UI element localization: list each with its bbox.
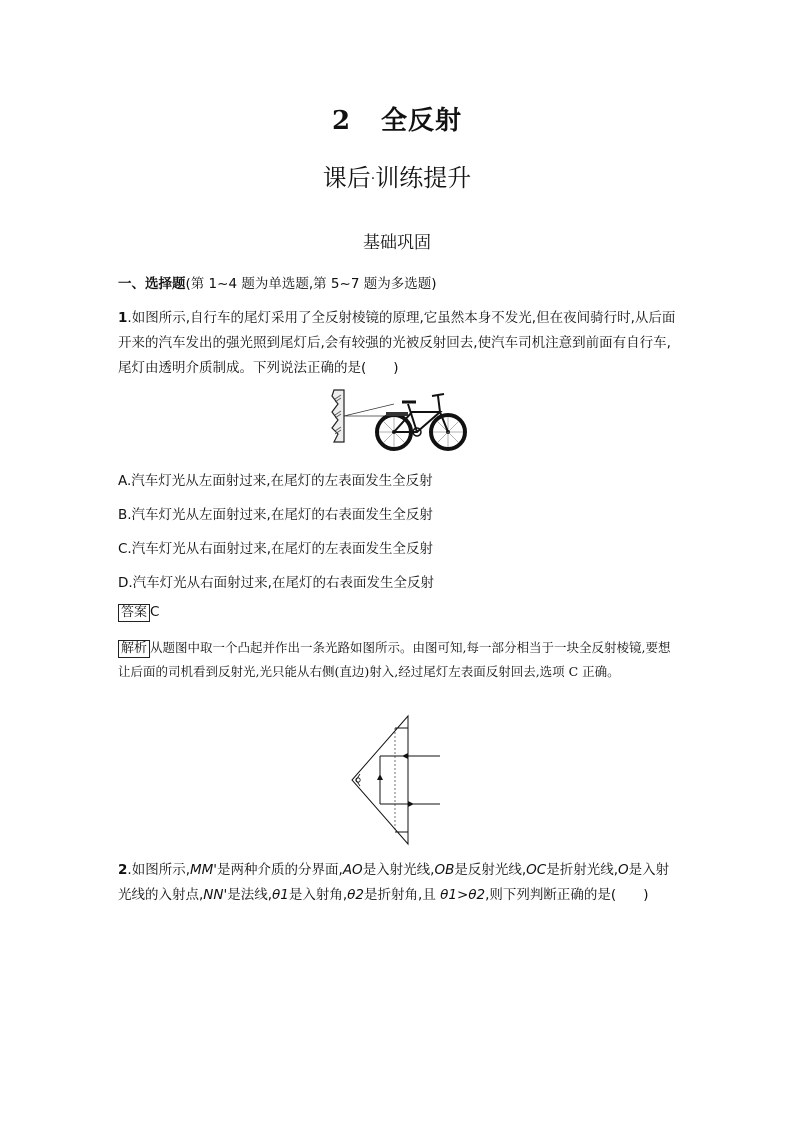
question-2-stem: [118, 858, 678, 908]
q2-var-o: O: [618, 862, 629, 878]
level-heading: 基础巩固: [363, 233, 431, 253]
q2-var-ob: OB: [434, 862, 455, 878]
question-1-option-c[interactable]: C.汽车灯光从右面射过来,在尾灯的左表面发生全反射: [118, 541, 434, 557]
answer-value: C: [150, 604, 160, 620]
explanation-text: 从题图中取一个凸起并作出一条光路如图所示。由图可知,每一部分相当于一块全反射棱镜,要想让后面的司机看到反射光,光只能从右侧(直边)射入,经过尾灯左表面反射回去,选项 C 正确。: [118, 640, 671, 679]
question-1-option-b[interactable]: B.汽车灯光从左面射过来,在尾灯的右表面发生全反射: [118, 507, 433, 523]
q2-var-theta1: θ1: [272, 887, 289, 903]
q2-var-theta2: θ2: [347, 887, 365, 903]
answer-tag: 答案: [118, 604, 150, 622]
subtitle-part1: 课后: [322, 164, 371, 192]
q2-var-compare: θ1>θ2: [440, 887, 486, 903]
q2-text-2: 是两种介质的分界面,: [217, 862, 343, 878]
q2-text-3: 是入射光线,: [362, 862, 435, 878]
q2-var-mm: MM': [190, 862, 218, 878]
q2-text-8: 是入射角,: [288, 887, 348, 903]
question-1-text: .如图所示,自行车的尾灯采用了全反射棱镜的原理,它虽然本身不发光,但在夜间骑行时,从后面开来的汽车发出的强光照到尾灯后,会有较强的光被反射回去,使汽车司机注意到前面有自行车,尾灯由透明介质制成。下列说法正确的是( ): [118, 310, 676, 376]
question-1-option-a[interactable]: A.汽车灯光从左面射过来,在尾灯的左表面发生全反射: [118, 473, 433, 489]
q2-text-4: 是反射光线,: [454, 862, 527, 878]
section-title-text: 全反射: [381, 106, 463, 136]
subtitle: [0, 158, 794, 193]
q2-var-ao: AO: [342, 862, 363, 878]
section-title: [0, 100, 794, 137]
q2-text-6: 是入射光线的入射点,: [118, 862, 670, 903]
q2-text-10: ,则下列判断正确的是( ): [485, 887, 649, 903]
question-1-stem: [118, 306, 678, 381]
explanation-tag: 解析: [118, 640, 150, 658]
q2-var-nn: NN': [203, 887, 228, 903]
q2-text-7: 是法线,: [227, 887, 273, 903]
q2-text-9: 是折射角,且: [364, 887, 441, 903]
bicycle-tail-light-figure: [322, 382, 472, 452]
question-2-number: 2: [118, 862, 128, 878]
q2-text-5: 是折射光线,: [546, 862, 619, 878]
question-1-option-d[interactable]: D.汽车灯光从右面射过来,在尾灯的右表面发生全反射: [118, 575, 434, 591]
subtitle-part2: 训练提升: [375, 164, 472, 192]
question-1-number: 1: [118, 310, 128, 326]
part-heading: [118, 272, 436, 292]
part-heading-note: (第 1~4 题为单选题,第 5~7 题为多选题): [185, 276, 437, 292]
section-number: 2: [331, 106, 352, 136]
prism-light-path-figure: [340, 712, 450, 850]
part-heading-prefix: 一、选择题: [118, 276, 186, 292]
q2-text-1: .如图所示,: [127, 862, 190, 878]
q2-var-oc: OC: [526, 862, 547, 878]
subtitle-dot: ·: [370, 171, 376, 187]
question-1-answer: [118, 604, 159, 622]
question-1-explanation: [118, 636, 678, 684]
